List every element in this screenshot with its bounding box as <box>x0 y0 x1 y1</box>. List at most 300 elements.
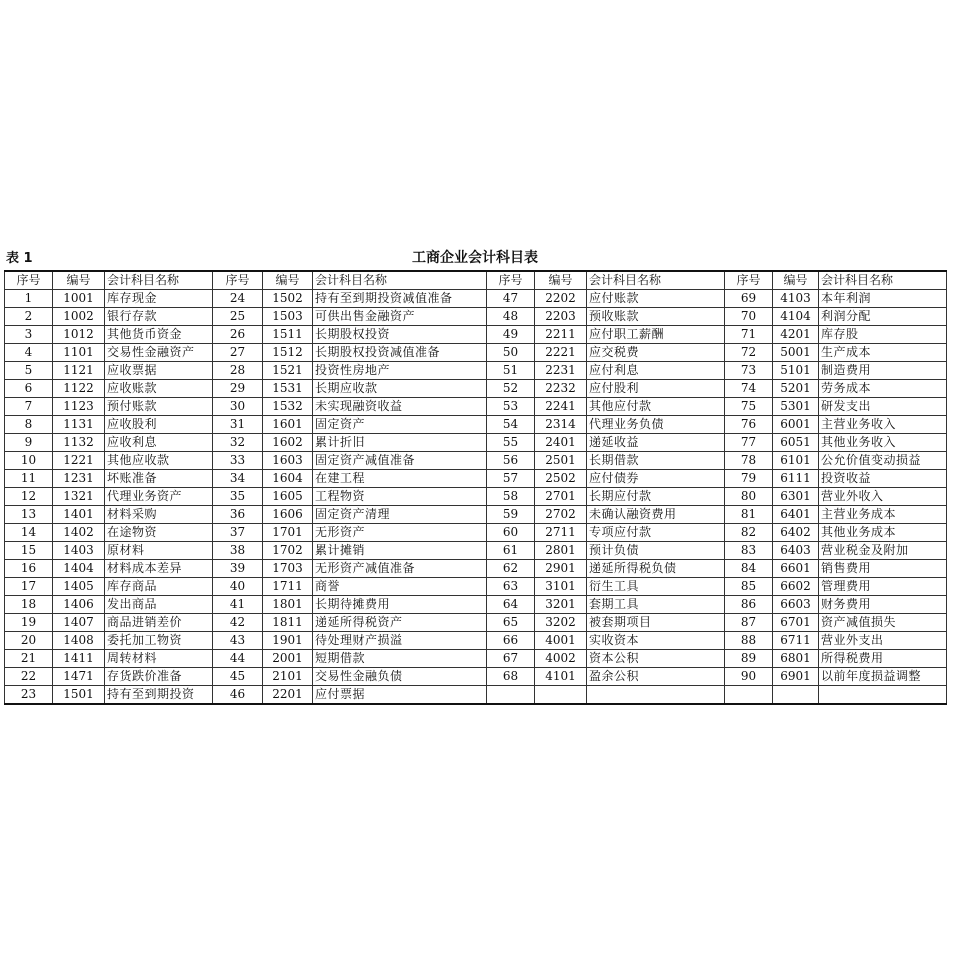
name-cell: 长期应收款 <box>313 380 487 398</box>
header-code: 编号 <box>773 271 819 290</box>
name-cell: 应交税费 <box>587 344 725 362</box>
seq-cell: 32 <box>213 434 263 452</box>
name-cell: 长期待摊费用 <box>313 596 487 614</box>
code-cell: 5301 <box>773 398 819 416</box>
seq-cell: 14 <box>5 524 53 542</box>
seq-cell: 12 <box>5 488 53 506</box>
code-cell: 1123 <box>53 398 105 416</box>
code-cell: 6602 <box>773 578 819 596</box>
seq-cell: 57 <box>487 470 535 488</box>
header-seq: 序号 <box>725 271 773 290</box>
name-cell: 应付账款 <box>587 290 725 308</box>
seq-cell: 34 <box>213 470 263 488</box>
name-cell: 实收资本 <box>587 632 725 650</box>
code-cell: 1001 <box>53 290 105 308</box>
code-cell: 6402 <box>773 524 819 542</box>
code-cell: 2221 <box>535 344 587 362</box>
seq-cell <box>487 686 535 705</box>
seq-cell: 10 <box>5 452 53 470</box>
header-seq: 序号 <box>487 271 535 290</box>
name-cell: 预付账款 <box>105 398 213 416</box>
name-cell: 材料采购 <box>105 506 213 524</box>
seq-cell: 16 <box>5 560 53 578</box>
name-cell: 投资性房地产 <box>313 362 487 380</box>
code-cell: 5101 <box>773 362 819 380</box>
code-cell: 2231 <box>535 362 587 380</box>
name-cell: 以前年度损益调整 <box>819 668 947 686</box>
seq-cell: 70 <box>725 308 773 326</box>
code-cell: 1602 <box>263 434 313 452</box>
code-cell: 6601 <box>773 560 819 578</box>
seq-cell: 46 <box>213 686 263 705</box>
seq-cell: 9 <box>5 434 53 452</box>
name-cell: 委托加工物资 <box>105 632 213 650</box>
seq-cell: 26 <box>213 326 263 344</box>
code-cell: 1405 <box>53 578 105 596</box>
code-cell: 1121 <box>53 362 105 380</box>
name-cell: 原材料 <box>105 542 213 560</box>
name-cell: 制造费用 <box>819 362 947 380</box>
seq-cell: 25 <box>213 308 263 326</box>
name-cell: 盈余公积 <box>587 668 725 686</box>
seq-cell: 15 <box>5 542 53 560</box>
code-cell: 1502 <box>263 290 313 308</box>
code-cell: 1801 <box>263 596 313 614</box>
code-cell: 1406 <box>53 596 105 614</box>
seq-cell: 76 <box>725 416 773 434</box>
seq-cell: 36 <box>213 506 263 524</box>
seq-cell: 80 <box>725 488 773 506</box>
table-row <box>5 578 947 596</box>
code-cell: 2241 <box>535 398 587 416</box>
name-cell: 代理业务负债 <box>587 416 725 434</box>
seq-cell: 4 <box>5 344 53 362</box>
name-cell: 其他应收款 <box>105 452 213 470</box>
name-cell: 应收利息 <box>105 434 213 452</box>
seq-cell: 37 <box>213 524 263 542</box>
code-cell: 1601 <box>263 416 313 434</box>
table-row <box>5 416 947 434</box>
code-cell: 3202 <box>535 614 587 632</box>
code-cell: 1605 <box>263 488 313 506</box>
table-row <box>5 686 947 705</box>
table-row <box>5 470 947 488</box>
seq-cell: 88 <box>725 632 773 650</box>
header-code: 编号 <box>535 271 587 290</box>
table-row <box>5 290 947 308</box>
code-cell: 1002 <box>53 308 105 326</box>
code-cell: 1231 <box>53 470 105 488</box>
code-cell: 2203 <box>535 308 587 326</box>
seq-cell: 52 <box>487 380 535 398</box>
code-cell: 2232 <box>535 380 587 398</box>
seq-cell: 27 <box>213 344 263 362</box>
name-cell: 资产减值损失 <box>819 614 947 632</box>
seq-cell: 39 <box>213 560 263 578</box>
table-row <box>5 308 947 326</box>
name-cell: 持有至到期投资 <box>105 686 213 705</box>
seq-cell: 71 <box>725 326 773 344</box>
name-cell: 主营业务成本 <box>819 506 947 524</box>
table-row <box>5 560 947 578</box>
name-cell: 未确认融资费用 <box>587 506 725 524</box>
name-cell: 短期借款 <box>313 650 487 668</box>
code-cell: 1532 <box>263 398 313 416</box>
name-cell: 营业税金及附加 <box>819 542 947 560</box>
seq-cell: 84 <box>725 560 773 578</box>
code-cell: 4101 <box>535 668 587 686</box>
name-cell: 无形资产 <box>313 524 487 542</box>
code-cell: 1702 <box>263 542 313 560</box>
code-cell: 1132 <box>53 434 105 452</box>
seq-cell: 65 <box>487 614 535 632</box>
seq-cell <box>725 686 773 705</box>
seq-cell: 43 <box>213 632 263 650</box>
name-cell: 应付债券 <box>587 470 725 488</box>
name-cell: 待处理财产损溢 <box>313 632 487 650</box>
code-cell: 6051 <box>773 434 819 452</box>
code-cell: 1701 <box>263 524 313 542</box>
name-cell: 其他业务收入 <box>819 434 947 452</box>
seq-cell: 79 <box>725 470 773 488</box>
code-cell: 2001 <box>263 650 313 668</box>
table-row <box>5 452 947 470</box>
code-cell: 1471 <box>53 668 105 686</box>
code-cell: 4002 <box>535 650 587 668</box>
name-cell: 在途物资 <box>105 524 213 542</box>
caption-row <box>4 244 946 270</box>
name-cell: 固定资产减值准备 <box>313 452 487 470</box>
table-row <box>5 596 947 614</box>
name-cell: 应收股利 <box>105 416 213 434</box>
code-cell: 6101 <box>773 452 819 470</box>
name-cell: 固定资产清理 <box>313 506 487 524</box>
code-cell: 2502 <box>535 470 587 488</box>
code-cell: 3201 <box>535 596 587 614</box>
code-cell: 1221 <box>53 452 105 470</box>
name-cell: 递延收益 <box>587 434 725 452</box>
table-row <box>5 506 947 524</box>
seq-cell: 45 <box>213 668 263 686</box>
seq-cell: 61 <box>487 542 535 560</box>
name-cell: 应付职工薪酬 <box>587 326 725 344</box>
seq-cell: 40 <box>213 578 263 596</box>
header-row <box>5 271 947 290</box>
code-cell: 1811 <box>263 614 313 632</box>
header-name: 会计科目名称 <box>105 271 213 290</box>
name-cell: 工程物资 <box>313 488 487 506</box>
code-cell: 6701 <box>773 614 819 632</box>
name-cell: 发出商品 <box>105 596 213 614</box>
table-label: 表 1 <box>6 251 33 266</box>
name-cell: 周转材料 <box>105 650 213 668</box>
code-cell: 1703 <box>263 560 313 578</box>
code-cell: 6401 <box>773 506 819 524</box>
name-cell: 库存股 <box>819 326 947 344</box>
name-cell: 递延所得税资产 <box>313 614 487 632</box>
code-cell: 1512 <box>263 344 313 362</box>
name-cell: 坏账准备 <box>105 470 213 488</box>
code-cell: 6801 <box>773 650 819 668</box>
name-cell: 所得税费用 <box>819 650 947 668</box>
name-cell: 持有至到期投资减值准备 <box>313 290 487 308</box>
seq-cell: 28 <box>213 362 263 380</box>
seq-cell: 72 <box>725 344 773 362</box>
code-cell: 2401 <box>535 434 587 452</box>
code-cell: 1403 <box>53 542 105 560</box>
header-seq: 序号 <box>213 271 263 290</box>
name-cell: 财务费用 <box>819 596 947 614</box>
code-cell: 6001 <box>773 416 819 434</box>
name-cell: 利润分配 <box>819 308 947 326</box>
seq-cell: 75 <box>725 398 773 416</box>
name-cell: 应收账款 <box>105 380 213 398</box>
header-code: 编号 <box>53 271 105 290</box>
code-cell: 6301 <box>773 488 819 506</box>
name-cell: 劳务成本 <box>819 380 947 398</box>
seq-cell: 63 <box>487 578 535 596</box>
name-cell <box>819 686 947 705</box>
seq-cell: 3 <box>5 326 53 344</box>
code-cell: 2101 <box>263 668 313 686</box>
seq-cell: 74 <box>725 380 773 398</box>
seq-cell: 23 <box>5 686 53 705</box>
header-code: 编号 <box>263 271 313 290</box>
name-cell: 长期股权投资 <box>313 326 487 344</box>
seq-cell: 13 <box>5 506 53 524</box>
table-row <box>5 434 947 452</box>
name-cell: 应付利息 <box>587 362 725 380</box>
code-cell: 1101 <box>53 344 105 362</box>
name-cell: 固定资产 <box>313 416 487 434</box>
table-row <box>5 488 947 506</box>
name-cell: 应付股利 <box>587 380 725 398</box>
table-row <box>5 362 947 380</box>
seq-cell: 41 <box>213 596 263 614</box>
code-cell: 6111 <box>773 470 819 488</box>
code-cell: 1901 <box>263 632 313 650</box>
name-cell: 研发支出 <box>819 398 947 416</box>
code-cell: 4103 <box>773 290 819 308</box>
name-cell: 预收账款 <box>587 308 725 326</box>
seq-cell: 5 <box>5 362 53 380</box>
code-cell: 2711 <box>535 524 587 542</box>
seq-cell: 29 <box>213 380 263 398</box>
seq-cell: 24 <box>213 290 263 308</box>
name-cell: 递延所得税负债 <box>587 560 725 578</box>
name-cell: 长期应付款 <box>587 488 725 506</box>
table-row <box>5 632 947 650</box>
seq-cell: 51 <box>487 362 535 380</box>
code-cell: 6403 <box>773 542 819 560</box>
name-cell: 其他业务成本 <box>819 524 947 542</box>
code-cell: 1122 <box>53 380 105 398</box>
header-seq: 序号 <box>5 271 53 290</box>
name-cell: 专项应付款 <box>587 524 725 542</box>
table-row <box>5 650 947 668</box>
code-cell: 2901 <box>535 560 587 578</box>
code-cell: 1321 <box>53 488 105 506</box>
seq-cell: 49 <box>487 326 535 344</box>
seq-cell: 67 <box>487 650 535 668</box>
seq-cell: 89 <box>725 650 773 668</box>
table-row <box>5 344 947 362</box>
code-cell: 4104 <box>773 308 819 326</box>
code-cell: 1131 <box>53 416 105 434</box>
name-cell: 在建工程 <box>313 470 487 488</box>
seq-cell: 35 <box>213 488 263 506</box>
seq-cell: 11 <box>5 470 53 488</box>
seq-cell: 47 <box>487 290 535 308</box>
code-cell: 2801 <box>535 542 587 560</box>
seq-cell: 1 <box>5 290 53 308</box>
name-cell: 长期借款 <box>587 452 725 470</box>
code-cell: 2202 <box>535 290 587 308</box>
seq-cell: 73 <box>725 362 773 380</box>
code-cell: 1511 <box>263 326 313 344</box>
seq-cell: 81 <box>725 506 773 524</box>
seq-cell: 90 <box>725 668 773 686</box>
table-row <box>5 668 947 686</box>
header-name: 会计科目名称 <box>819 271 947 290</box>
seq-cell: 68 <box>487 668 535 686</box>
accounts-table <box>4 270 947 705</box>
code-cell: 1604 <box>263 470 313 488</box>
seq-cell: 62 <box>487 560 535 578</box>
name-cell: 商品进销差价 <box>105 614 213 632</box>
name-cell: 累计摊销 <box>313 542 487 560</box>
seq-cell: 48 <box>487 308 535 326</box>
seq-cell: 6 <box>5 380 53 398</box>
name-cell: 银行存款 <box>105 308 213 326</box>
seq-cell: 54 <box>487 416 535 434</box>
code-cell: 1402 <box>53 524 105 542</box>
seq-cell: 87 <box>725 614 773 632</box>
table-row <box>5 614 947 632</box>
code-cell: 6603 <box>773 596 819 614</box>
code-cell: 5201 <box>773 380 819 398</box>
header-name: 会计科目名称 <box>587 271 725 290</box>
seq-cell: 83 <box>725 542 773 560</box>
code-cell: 1603 <box>263 452 313 470</box>
seq-cell: 85 <box>725 578 773 596</box>
seq-cell: 86 <box>725 596 773 614</box>
name-cell: 库存商品 <box>105 578 213 596</box>
table-row <box>5 524 947 542</box>
name-cell: 无形资产减值准备 <box>313 560 487 578</box>
seq-cell: 53 <box>487 398 535 416</box>
seq-cell: 44 <box>213 650 263 668</box>
table-row <box>5 326 947 344</box>
seq-cell: 77 <box>725 434 773 452</box>
name-cell: 生产成本 <box>819 344 947 362</box>
name-cell: 累计折旧 <box>313 434 487 452</box>
name-cell: 存货跌价准备 <box>105 668 213 686</box>
seq-cell: 20 <box>5 632 53 650</box>
name-cell: 衍生工具 <box>587 578 725 596</box>
code-cell: 1521 <box>263 362 313 380</box>
seq-cell: 17 <box>5 578 53 596</box>
name-cell: 资本公积 <box>587 650 725 668</box>
seq-cell: 7 <box>5 398 53 416</box>
name-cell: 应付票据 <box>313 686 487 705</box>
seq-cell: 55 <box>487 434 535 452</box>
seq-cell: 22 <box>5 668 53 686</box>
name-cell: 销售费用 <box>819 560 947 578</box>
code-cell: 2201 <box>263 686 313 705</box>
code-cell: 1606 <box>263 506 313 524</box>
header-name: 会计科目名称 <box>313 271 487 290</box>
code-cell: 5001 <box>773 344 819 362</box>
seq-cell: 2 <box>5 308 53 326</box>
seq-cell: 33 <box>213 452 263 470</box>
seq-cell: 42 <box>213 614 263 632</box>
code-cell: 4001 <box>535 632 587 650</box>
seq-cell: 18 <box>5 596 53 614</box>
seq-cell: 58 <box>487 488 535 506</box>
code-cell: 2701 <box>535 488 587 506</box>
code-cell: 1531 <box>263 380 313 398</box>
seq-cell: 64 <box>487 596 535 614</box>
code-cell: 1408 <box>53 632 105 650</box>
seq-cell: 56 <box>487 452 535 470</box>
code-cell: 4201 <box>773 326 819 344</box>
seq-cell: 60 <box>487 524 535 542</box>
name-cell: 营业外收入 <box>819 488 947 506</box>
table-row <box>5 542 947 560</box>
name-cell: 被套期项目 <box>587 614 725 632</box>
code-cell: 1012 <box>53 326 105 344</box>
code-cell: 1503 <box>263 308 313 326</box>
seq-cell: 19 <box>5 614 53 632</box>
name-cell: 交易性金融负债 <box>313 668 487 686</box>
seq-cell: 31 <box>213 416 263 434</box>
seq-cell: 66 <box>487 632 535 650</box>
code-cell <box>773 686 819 705</box>
table-body <box>5 290 947 705</box>
seq-cell: 8 <box>5 416 53 434</box>
name-cell: 代理业务资产 <box>105 488 213 506</box>
name-cell: 材料成本差异 <box>105 560 213 578</box>
name-cell: 营业外支出 <box>819 632 947 650</box>
name-cell: 可供出售金融资产 <box>313 308 487 326</box>
seq-cell: 82 <box>725 524 773 542</box>
name-cell: 公允价值变动损益 <box>819 452 947 470</box>
name-cell: 应收票据 <box>105 362 213 380</box>
code-cell: 1711 <box>263 578 313 596</box>
name-cell: 管理费用 <box>819 578 947 596</box>
document-page <box>4 244 946 705</box>
name-cell: 交易性金融资产 <box>105 344 213 362</box>
name-cell: 套期工具 <box>587 596 725 614</box>
code-cell: 1401 <box>53 506 105 524</box>
name-cell: 库存现金 <box>105 290 213 308</box>
seq-cell: 30 <box>213 398 263 416</box>
table-title: 工商企业会计科目表 <box>412 250 538 266</box>
code-cell: 2501 <box>535 452 587 470</box>
seq-cell: 38 <box>213 542 263 560</box>
seq-cell: 50 <box>487 344 535 362</box>
seq-cell: 78 <box>725 452 773 470</box>
name-cell: 其他货币资金 <box>105 326 213 344</box>
seq-cell: 21 <box>5 650 53 668</box>
code-cell: 2211 <box>535 326 587 344</box>
code-cell: 1404 <box>53 560 105 578</box>
code-cell: 2314 <box>535 416 587 434</box>
name-cell: 主营业务收入 <box>819 416 947 434</box>
name-cell: 未实现融资收益 <box>313 398 487 416</box>
name-cell <box>587 686 725 705</box>
